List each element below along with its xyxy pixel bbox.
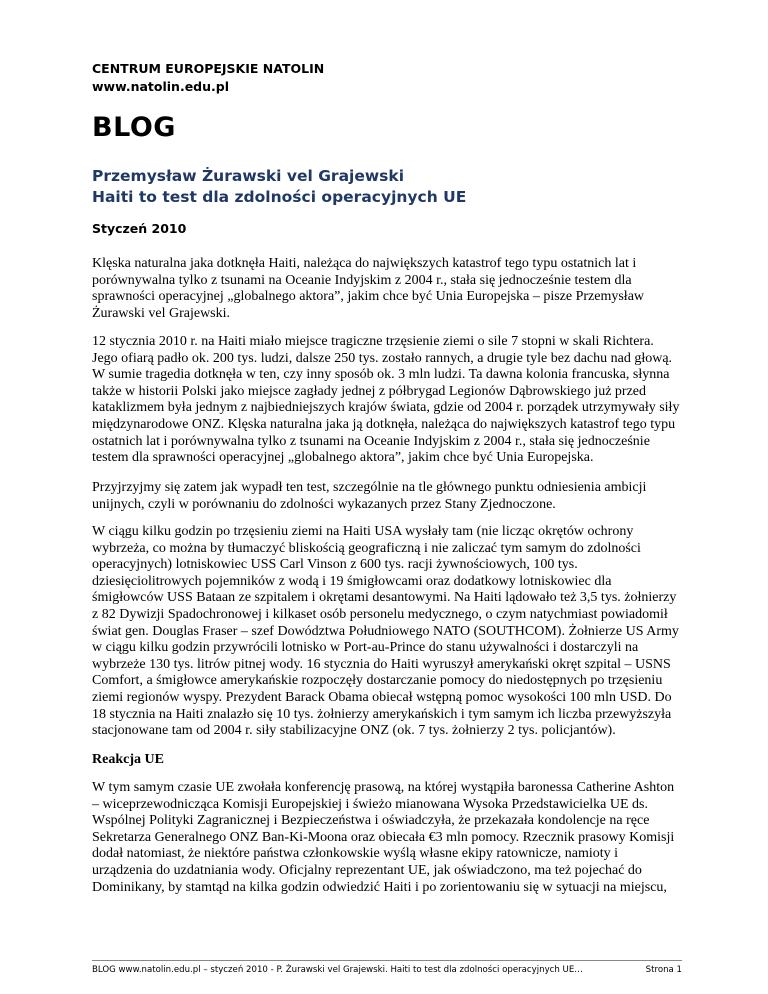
paragraph: Przyjrzyjmy się zatem jak wypadł ten test, szczególnie na tle głównego punktu odniesienia ambicji unijnych, czyli w porównaniu do zdolności wykazanych przez Stany Zjednoczone.	[92, 480, 647, 512]
footer-text: BLOG www.natolin.edu.pl – styczeń 2010 - P. Żurawski vel Grajewski. Haiti to test dla zdolności operacyjnych UE…	[92, 965, 583, 975]
page-footer	[92, 965, 682, 975]
article-title: Haiti to test dla zdolności operacyjnych UE	[92, 188, 467, 206]
page-header	[92, 60, 324, 96]
paragraph: W ciągu kilku godzin po trzęsieniu ziemi na Haiti USA wysłały tam (nie licząc okrętów ochrony wybrzeża, co można by tłumaczyć bliskością geograficzną i nie zaliczać tym samym do zdolności operacyjnych) lotniskowiec USS Carl Vinson z 600 tys. racji żywnościowych, 100 tys. dziesięciolitrowych pojemników z wodą i 19 śmigłowcami oraz dodatkowy lotniskowiec dla śmigłowców USS Bataan ze szpitalem i okrętami desantowymi. Na Haiti lądowało też 3,5 tys. żołnierzy z 82 Dywizji Spadochronowej i kilkaset osób personelu medycznego, o czym natychmiast powiadomił świat gen. Douglas Fraser – szef Dowództwa Południowego NATO (SOUTHCOM). Żołnierze US Army w ciągu kilku godzin przywrócili lotnisko w Port-au-Prince do stanu używalności i dostarczyli na wybrzeże 130 tys. litrów pitnej wody. 16 stycznia do Haiti wyruszył amerykański okręt szpital – USNS Comfort, a śmigłowce amerykańskie rozpoczęły dostarczanie pomocy do niedostępnych po trzęsieniu ziemi regionów wyspy. Prezydent Barack Obama obiecał wstępną pomoc wysokości 100 mln USD. Do 18 stycznia na Haiti znalazło się 10 tys. żołnierzy amerykańskich i tym samym ich liczba przewyższyła stacjonowane tam od 2004 r. siły stabilizacyjne ONZ (ok. 7 tys. żołnierzy 2 tys. policjantów).	[92, 524, 679, 739]
paragraph: 12 stycznia 2010 r. na Haiti miało miejsce tragiczne trzęsienie ziemi o sile 7 stopni w skali Richtera. Jego ofiarą padło ok. 200 tys. ludzi, dalsze 250 tys. zostało rannych, a drugie tyle bez dachu nad głową. W sumie tragedia dotknęła w ten, czy inny sposób ok. 3 mln ludzi. Ta dawna kolonia francuska, słynna także w historii Polski jako miejsce zagłady jednej z półbrygad Legionów Dąbrowskiego już przed kataklizmem była jednym z najbiedniejszych krajów świata, gdzie od 2004 r. porządek utrzymywały siły międzynarodowe ONZ. Klęska naturalna jaka ją dotknęła, należąca do największych katastrof tego typu ostatnich lat i porównywalna tylko z tsunami na Oceanie Indyjskim z 2004 r., stała się jednocześnie testem dla sprawności operacyjnej „globalnego aktora”, jakim chce być Unia Europejska.	[92, 334, 680, 466]
paragraph-test	[92, 480, 682, 513]
article-heading	[92, 166, 466, 208]
footer-divider	[92, 960, 682, 961]
paragraph-intro	[92, 256, 682, 322]
paragraph-eu	[92, 780, 682, 896]
subheading-eu-reaction: Reakcja UE	[92, 752, 164, 767]
section-title: BLOG	[92, 112, 176, 143]
paragraph-usa	[92, 524, 682, 740]
article-date: Styczeń 2010	[92, 221, 187, 236]
paragraph: W tym samym czasie UE zwołała konferencję prasową, na której wystąpiła baronessa Catherine Ashton – wiceprzewodnicząca Komisji Europejskiej i świeżo mianowana Wysoka Przedstawicielka UE ds. Wspólnej Polityki Zagranicznej i Bezpieczeństwa i oświadczyła, że przekazała kondolencje na ręce Sekretarza Generalnego ONZ Ban-Ki-Moona oraz obiecała €3 mln pomocy. Rzecznik prasowy Komisji dodał natomiast, że niektóre państwa członkowskie wyślą własne ekipy ratownicze, namioty i urządzenia do uzdatniania wody. Oficjalny reprezentant UE, jak oświadczono, ma też pojechać do Dominikany, by stamtąd na kilka godzin odwiedzić Haiti i po zorientowaniu się w sytuacji na miejscu,	[92, 780, 675, 895]
article-author: Przemysław Żurawski vel Grajewski	[92, 167, 405, 185]
paragraph-earthquake	[92, 334, 682, 467]
page-number: Strona 1	[645, 965, 682, 975]
website-url: www.natolin.edu.pl	[92, 79, 230, 94]
paragraph: Klęska naturalna jaka dotknęła Haiti, należąca do największych katastrof tego typu ostatnich lat i porównywalna tylko z tsunami na Oceanie Indyjskim z 2004 r., stała się jednocześnie testem dla sprawności operacyjnej „globalnego aktora”, jakim chce być Unia Europejska – pisze Przemysław Żurawski vel Grajewski.	[92, 256, 645, 321]
organization-name: CENTRUM EUROPEJSKIE NATOLIN	[92, 61, 325, 76]
